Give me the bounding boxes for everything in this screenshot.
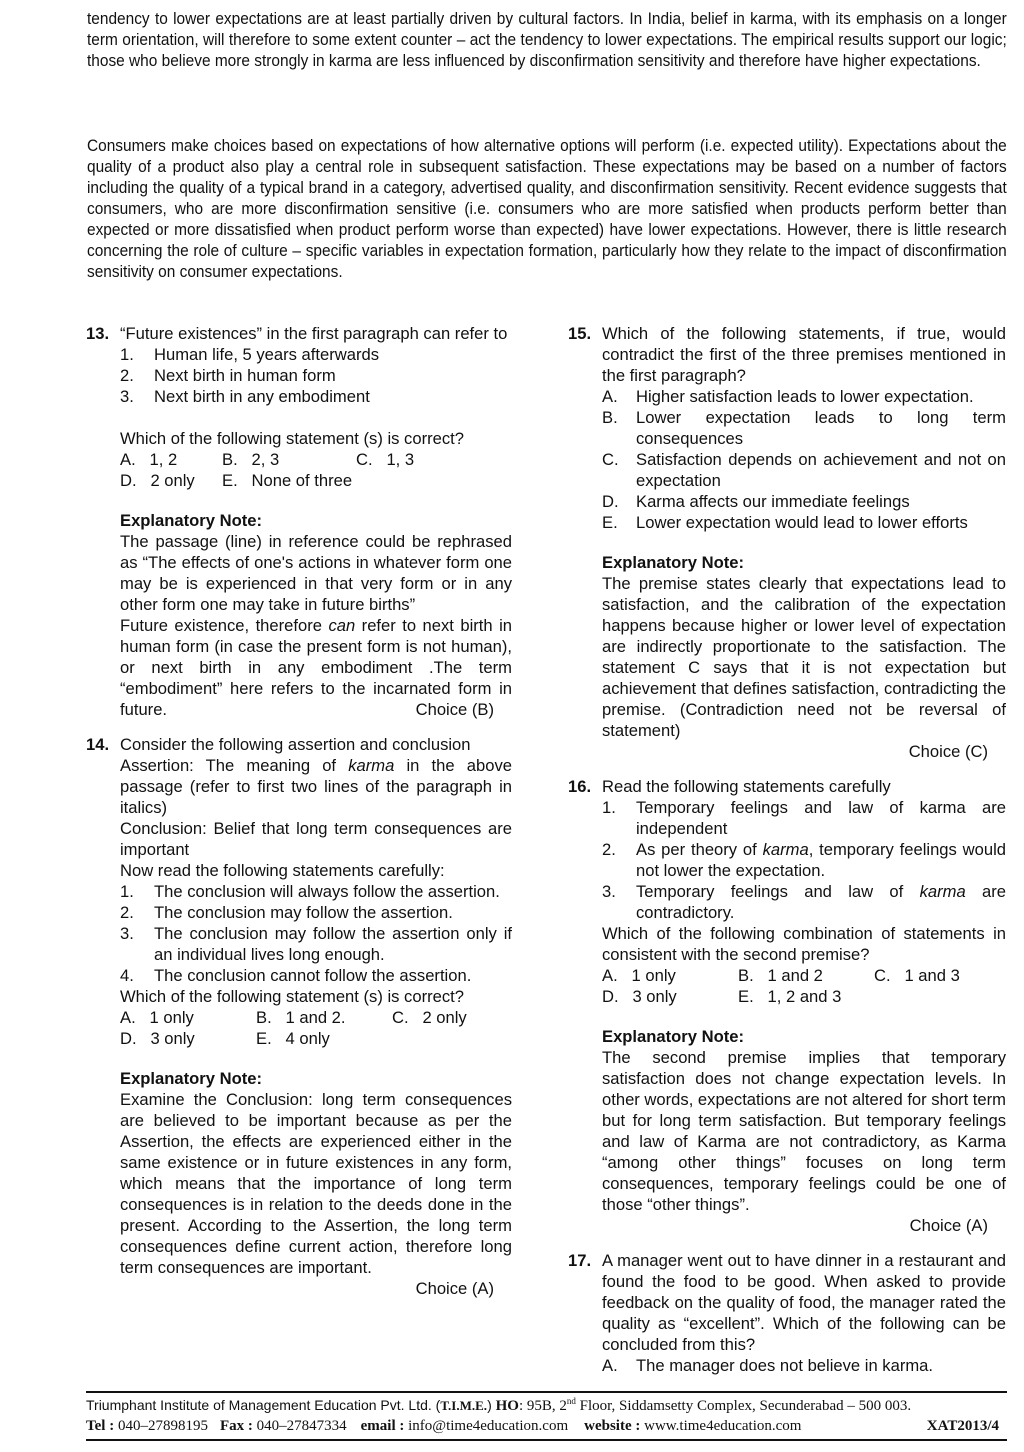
statement-item: 2. As per theory of karma, temporary feelings would not lower the expectation. [602,840,1006,880]
question-17 [568,1250,1006,1376]
option-d[interactable]: D. Karma affects our immediate feelings [602,492,910,511]
answer-choice: Choice (B) [415,700,494,719]
option-c[interactable]: C. 1, 3 [356,450,415,469]
statements-lead: Now read the following statements carefully: [120,861,445,880]
question-14 [86,734,512,1299]
left-column [86,323,512,1299]
org-short-name: T.I.M.E. [440,1398,488,1413]
question-intro: Consider the following assertion and conclusion [120,735,471,754]
option-e[interactable]: E. 4 only [256,1029,330,1048]
conclusion: Conclusion: Belief that long term consequences are important [120,819,512,859]
question-15 [568,323,1006,762]
question-number: 16. [568,777,592,796]
statement-item: 3. The conclusion may follow the assertion only if an individual lives long enough. [120,924,512,964]
answer-options [120,449,512,470]
assertion: Assertion: The meaning of karma in the above passage (refer to first two lines of the paragraph in italics) [120,756,513,817]
statement-item: 1. The conclusion will always follow the assertion. [120,882,500,901]
option-c[interactable]: C. Satisfaction depends on achievement and not on expectation [602,450,1006,490]
statement-item: 3. Temporary feelings and law of karma are contradictory. [602,882,1007,922]
question-number: 17. [568,1251,592,1270]
option-b[interactable]: B. 1 and 2. [256,1008,346,1027]
question-13 [86,323,512,720]
option-d[interactable]: D. 3 only [602,987,677,1006]
footer-website[interactable]: website : www.time4education.com [584,1418,802,1434]
answer-choice: Choice (C) [908,742,988,761]
question-text: Read the following statements carefully [602,777,891,796]
statement-item: 1. Temporary feelings and law of karma are independent [602,798,1006,838]
option-b[interactable]: B. Lower expectation leads to long term consequences [602,408,1006,448]
footer-email[interactable]: email : info@time4education.com [360,1418,569,1434]
question-prompt: Which of the following statement (s) is correct? [120,429,464,448]
explanatory-note: The passage (line) in reference could be rephrased as “The effects of one's actions in whatever form one may be is experienced in that very form or in any other form one may take in future births” [120,532,512,614]
explanatory-note-title: Explanatory Note: [602,553,744,572]
option-d[interactable]: D. 2 only [120,471,195,490]
explanatory-note-title: Explanatory Note: [120,511,262,530]
question-16 [568,776,1006,1236]
statement-list [120,881,512,986]
option-a[interactable]: A. The manager does not believe in karma. [602,1356,934,1375]
option-e[interactable]: E. None of three [222,471,353,490]
option-b[interactable]: B. 1 and 2 [738,966,823,985]
page-code: XAT2013/4 [926,1418,999,1434]
passage-paragraph-2: Consumers make choices based on expectations of how alternative options will perform (i.e. expected utility). Expectations about the quality of a product also play a central role in subsequent satisfaction. These expectations may be based on a number of factors including the quality of a typical brand in a category, advertised quality, and disconfirmation sensitivity. Recent evidence suggests that consumers, who are more disconfirmation sensitive (i.e. consumers who are more satisfied when products perform better than expected or more dissatisfied when product perform worse than expected) have lower expectations. However, there is little research concerning the role of culture – specific variables in expectation formation, particularly how they relate to the impact of disconfirmation sensitivity on consumer expectations. [87,136,1007,281]
question-text: Which of the following statements, if true, would contradict the first of the three premises mentioned in the first paragraph? [602,324,1006,385]
answer-options [120,1007,512,1049]
option-e[interactable]: E. 1, 2 and 3 [738,987,842,1006]
footer-contact-line [86,1416,1007,1437]
option-d[interactable]: D. 3 only [120,1029,195,1048]
explanatory-note-title: Explanatory Note: [602,1027,744,1046]
right-column [568,323,1006,1376]
statement-item: 3. Next birth in any embodiment [120,387,370,406]
option-e[interactable]: E. Lower expectation would lead to lower efforts [602,513,968,532]
option-a[interactable]: A. 1 only [120,1008,194,1027]
answer-options-row-2 [120,470,512,491]
answer-choice: Choice (A) [415,1279,494,1298]
question-number: 14. [86,735,110,754]
statement-item: 1. Human life, 5 years afterwards [120,345,380,364]
question-prompt: Which of the following combination of statements in consistent with the second premise? [602,924,1006,964]
statement-item: 2. The conclusion may follow the assertion. [120,903,453,922]
question-text: “Future existences” in the first paragraph can refer to [120,324,508,343]
explanatory-note: The premise states clearly that expectations lead to satisfaction, and the calibration of the expectation happens because higher or lower level of expectation are indirectly proportionate to the satisfaction. The statement C says that it is not expectation but achievement that defines satisfaction, contradicting the premise. (Contradiction need not be reversal of statement) [602,574,1006,740]
answer-options [602,1355,1006,1376]
footer-fax: Fax : 040–27847334 [219,1418,347,1434]
option-c[interactable]: C. 1 and 3 [874,966,960,985]
answer-options [602,965,1006,1007]
footer-address-line: Triumphant Institute of Management Education Pvt. Ltd. (T.I.M.E.) HO: 95B, 2nd Floor, Siddamsetty Complex, Secunderabad – 500 003. [86,1396,912,1414]
option-a[interactable]: A. Higher satisfaction leads to lower expectation. [602,387,974,406]
statement-item: 4. The conclusion cannot follow the assertion. [120,966,472,985]
question-text: A manager went out to have dinner in a restaurant and found the food to be good. When asked to provide feedback on the quality of food, the manager rated the quality as “excellent”. Which of the following can be concluded from this? [602,1251,1006,1354]
answer-choice: Choice (A) [909,1216,988,1235]
statement-item: 2. Next birth in human form [120,366,336,385]
statement-list [120,344,512,407]
option-a[interactable]: A. 1 only [602,966,676,985]
explanatory-note-title: Explanatory Note: [120,1069,262,1088]
explanatory-note: Examine the Conclusion: long term consequences are believed to be important because as per the Assertion, the effects are experienced either in the same existence or in future existences in any form, which means that the importance of long term consequences is in relation to the deeds done in the present. According to the Assertion, the long term consequences define current action, therefore long term consequences are important. [120,1090,512,1277]
footer-tel: Tel : 040–27898195 [86,1418,208,1434]
page-footer [86,1391,1007,1441]
statement-list [602,797,1006,923]
option-c[interactable]: C. 2 only [392,1008,467,1027]
question-number: 13. [86,324,110,343]
explanatory-note-continued: Future existence, therefore can refer to next birth in human form (in case the present form is not human), or next birth in any embodiment .The term “embodiment” here refers to the incarnated form in future. [120,616,512,719]
option-a[interactable]: A. 1, 2 [120,450,178,469]
answer-options [602,386,1006,533]
question-number: 15. [568,324,592,343]
explanatory-note: The second premise implies that temporary satisfaction does not change expectation levels. In other words, expectations are not altered for short term but for long term satisfaction. But temporary feelings and law of Karma are not contradictory, as Karma “among other things” focuses on long term consequences, temporary feelings could be one of those “other things”. [602,1048,1006,1214]
option-b[interactable]: B. 2, 3 [222,450,280,469]
question-prompt: Which of the following statement (s) is correct? [120,987,464,1006]
passage-paragraph-1: tendency to lower expectations are at least partially driven by cultural factors. In India, belief in karma, with its emphasis on a longer term orientation, will therefore to some extent counter – act the tendency to lower expectations. The empirical results support our logic; those who believe more strongly in karma are less influenced by disconfirmation sensitivity and therefore have higher expectations. [87,9,1007,70]
